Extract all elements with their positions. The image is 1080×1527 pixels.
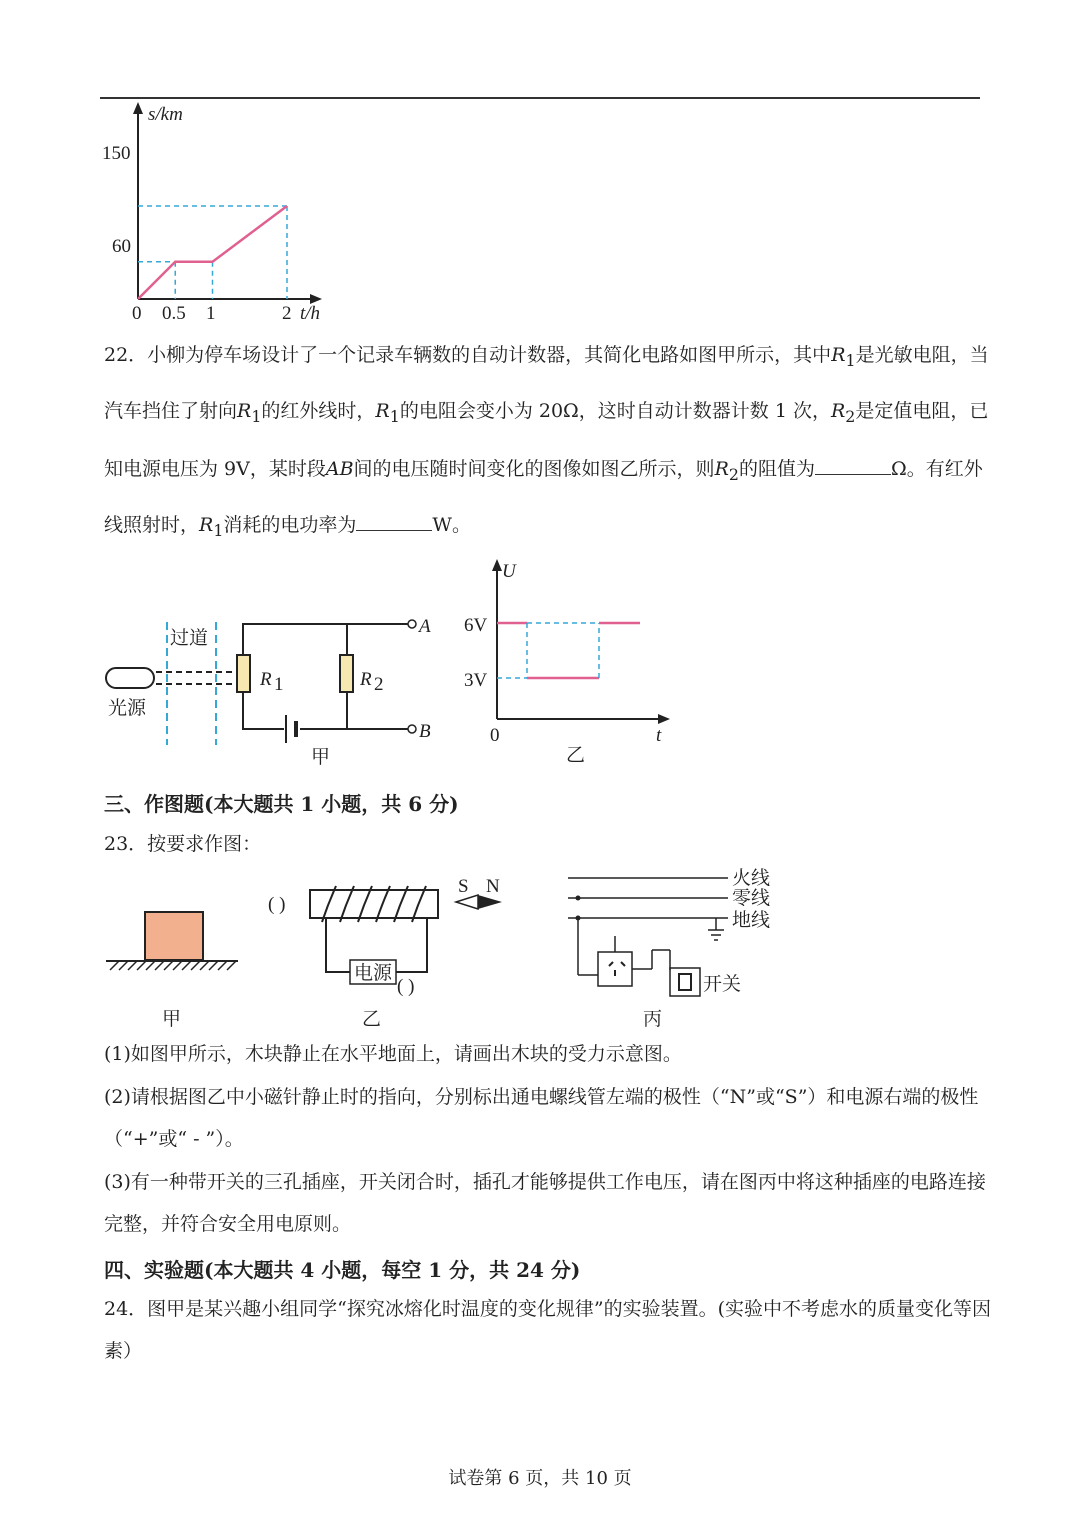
ground-hatch: [173, 961, 182, 970]
q23-part2-line1: (2)请根据图乙中小磁针静止时的指向，分别标出通电螺线管左端的极性（“N”或“S”）和电源右端的极性: [104, 1086, 979, 1108]
top-rule: [100, 97, 980, 99]
caption-q23-jia: 甲: [162, 1009, 182, 1030]
three-hole-socket: [598, 952, 632, 986]
ground-hatch: [128, 961, 137, 970]
resistor-r2: [340, 655, 353, 692]
label-guodao: 过道: [170, 628, 209, 649]
answer-blank-power[interactable]: [356, 512, 432, 531]
label-b: B: [419, 721, 431, 742]
ut-xlabel: t: [656, 725, 662, 746]
page-footer: 试卷第 6 页，共 10 页: [448, 1468, 632, 1489]
ground-hatch: [137, 961, 146, 970]
label-s: S: [458, 876, 469, 897]
section-3-heading: 三、作图题(本大题共 1 小题，共 6 分): [104, 792, 459, 816]
st-y-arrow: [133, 102, 143, 114]
solenoid-coil-turn: [412, 886, 426, 922]
st-graph: [96, 100, 336, 330]
q23-part3-line2: 完整，并符合安全用电原则。: [104, 1213, 352, 1235]
label-switch: 开关: [703, 974, 742, 995]
section-4-heading: 四、实验题(本大题共 4 小题，每空 1 分，共 24 分): [104, 1258, 581, 1282]
label-power: 电源: [354, 963, 393, 984]
st-xtick-0.5: 0.5: [162, 303, 186, 324]
q24-line1: 24．图甲是某兴趣小组同学“探究冰熔化时温度的变化规律”的实验装置。(实验中不考虑水的质量变化等因: [104, 1298, 992, 1320]
ground-hatch: [110, 961, 119, 970]
q23-figures: [100, 860, 800, 1035]
st-ytick-60: 60: [112, 236, 131, 257]
ut-graph-yi: [460, 555, 680, 770]
label-light-source: 光源: [108, 698, 147, 719]
q23-title: 23．按要求作图：: [104, 833, 262, 855]
q22-line2: 汽车挡住了射向$R_1$的红外线时，$R_1$的电阻会变小为 20Ω，这时自动计数器计数 1 次，$R_2$是定值电阻，已: [104, 400, 989, 426]
label-neutral-wire: 零线: [732, 888, 771, 909]
label-a: A: [419, 616, 431, 637]
solenoid-coil-turn: [376, 886, 390, 922]
label-fire-wire: 火线: [732, 868, 771, 889]
ground-hatch: [218, 961, 227, 970]
q24-line2: 素）: [104, 1340, 143, 1362]
solenoid-coil-turn: [394, 886, 408, 922]
ut-ytick-3v: 3V: [464, 670, 488, 691]
st-series-line: [138, 206, 287, 299]
st-xtick-2: 2: [282, 303, 292, 324]
st-xtick-1: 1: [206, 303, 216, 324]
caption-q23-bing: 丙: [643, 1009, 663, 1030]
answer-blank-r2[interactable]: [815, 456, 891, 475]
label-r1-sub: 1: [274, 674, 284, 695]
ground-hatch: [191, 961, 200, 970]
ground-hatch: [119, 961, 128, 970]
solenoid-coil-turn: [340, 886, 354, 922]
q22-line3: 知电源电压为 9V，某时段AB间的电压随时间变化的图像如图乙所示，则$R_2$的阻值为 Ω。有红外: [104, 458, 983, 484]
st-ylabel: s/km: [148, 104, 183, 125]
solenoid-coil-turn: [358, 886, 372, 922]
compass-needle-icon: [456, 895, 478, 909]
ut-ytick-6v: 6V: [464, 615, 488, 636]
st-xtick-0: 0: [132, 303, 142, 324]
wood-block: [145, 912, 203, 960]
label-r2-sub: 2: [374, 674, 384, 695]
power-pole-blank[interactable]: ( ): [397, 976, 415, 997]
terminal-b: [408, 725, 416, 733]
caption-q23-yi: 乙: [362, 1009, 382, 1030]
light-source-icon: [106, 668, 154, 688]
caption-jia: 甲: [311, 747, 331, 768]
q22-line1: 22．小柳为停车场设计了一个记录车辆数的自动计数器，其简化电路如图甲所示，其中$R_1$是光敏电阻，当: [104, 344, 989, 370]
solenoid-pole-blank[interactable]: ( ): [268, 894, 286, 915]
resistor-r1: [237, 655, 250, 692]
solenoid-coil-turn: [322, 886, 336, 922]
ground-hatch: [155, 961, 164, 970]
terminal-a: [408, 620, 416, 628]
circuit-jia: [100, 600, 450, 775]
label-r2: R: [360, 669, 372, 690]
q23-part2-line2: （“+”或“ - ”）。: [104, 1128, 244, 1150]
label-n: N: [486, 876, 500, 897]
ground-hatch: [209, 961, 218, 970]
q23-part1: (1)如图甲所示，木块静止在水平地面上，请画出木块的受力示意图。: [104, 1043, 682, 1065]
switch: [670, 968, 700, 996]
st-xlabel: t/h: [300, 303, 321, 324]
st-ytick-150: 150: [102, 143, 131, 164]
ut-origin: 0: [490, 725, 500, 746]
ground-hatch: [227, 961, 236, 970]
ground-hatch: [146, 961, 155, 970]
ground-hatch: [164, 961, 173, 970]
ground-hatch: [182, 961, 191, 970]
q22-line4: 线照射时，$R_1$消耗的电功率为 W。: [104, 514, 471, 540]
q23-part3-line1: (3)有一种带开关的三孔插座，开关闭合时，插孔才能够提供工作电压，请在图丙中将这种插座的电路连接: [104, 1171, 986, 1193]
ut-ylabel: U: [502, 561, 516, 582]
ground-hatch: [200, 961, 209, 970]
label-r1: R: [260, 669, 272, 690]
label-ground-wire: 地线: [732, 910, 771, 931]
caption-yi: 乙: [566, 745, 586, 766]
